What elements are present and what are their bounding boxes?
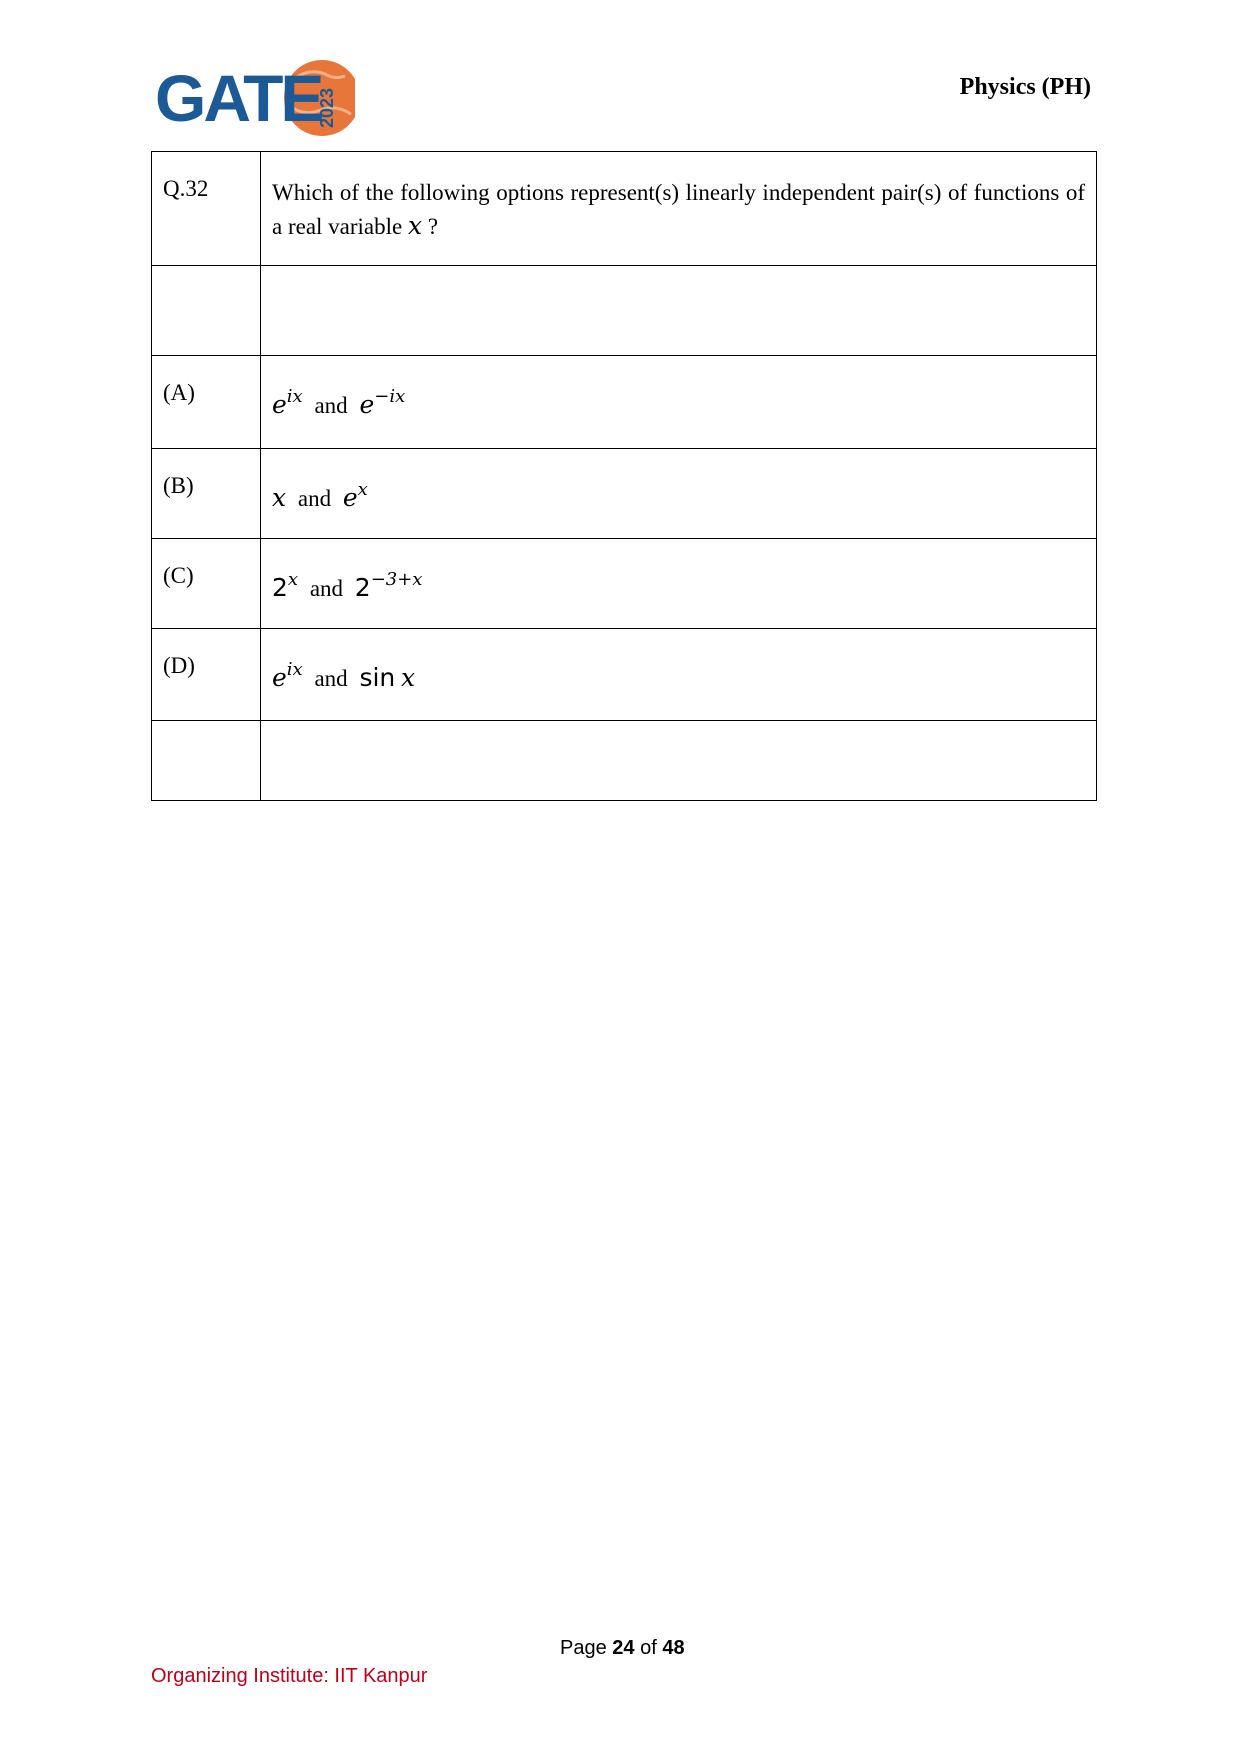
option-row-b — [152, 449, 1097, 539]
question-table — [151, 151, 1097, 801]
page-number: Page 24 of 48 — [560, 1637, 685, 1659]
option-a: $e^{ix}$ and $e^{-ix}$ — [272, 386, 406, 419]
option-row-d — [152, 629, 1097, 721]
question-stem — [261, 152, 1097, 266]
option-d: $e^{ix}$ and sin x — [272, 659, 416, 692]
blank-row — [152, 721, 1097, 801]
question-row — [152, 152, 1097, 266]
gate-2023-logo — [155, 58, 355, 138]
stem-end: ? — [427, 214, 439, 239]
blank-row — [152, 266, 1097, 356]
option-row-a — [152, 356, 1097, 449]
logo-year: 2023 — [317, 87, 337, 128]
subject-title: Physics (PH) — [959, 74, 1091, 100]
option-label: (A) — [152, 356, 261, 449]
option-label: (D) — [152, 629, 261, 721]
option-label: (B) — [152, 449, 261, 539]
stem-variable: x — [408, 211, 423, 240]
question-number: Q.32 — [152, 152, 261, 266]
logo-text: GATE — [155, 61, 322, 135]
option-label: (C) — [152, 539, 261, 629]
option-b: x and $e^x$ — [272, 479, 368, 512]
stem-text: Which of the following options represent(s) linearly independent pair(s) of functions of a real variable — [272, 180, 1085, 239]
option-row-c — [152, 539, 1097, 629]
option-c: 2$^x$ and $2^{-3+x}$ — [272, 569, 423, 602]
organizing-institute: Organizing Institute: IIT Kanpur — [151, 1665, 428, 1687]
